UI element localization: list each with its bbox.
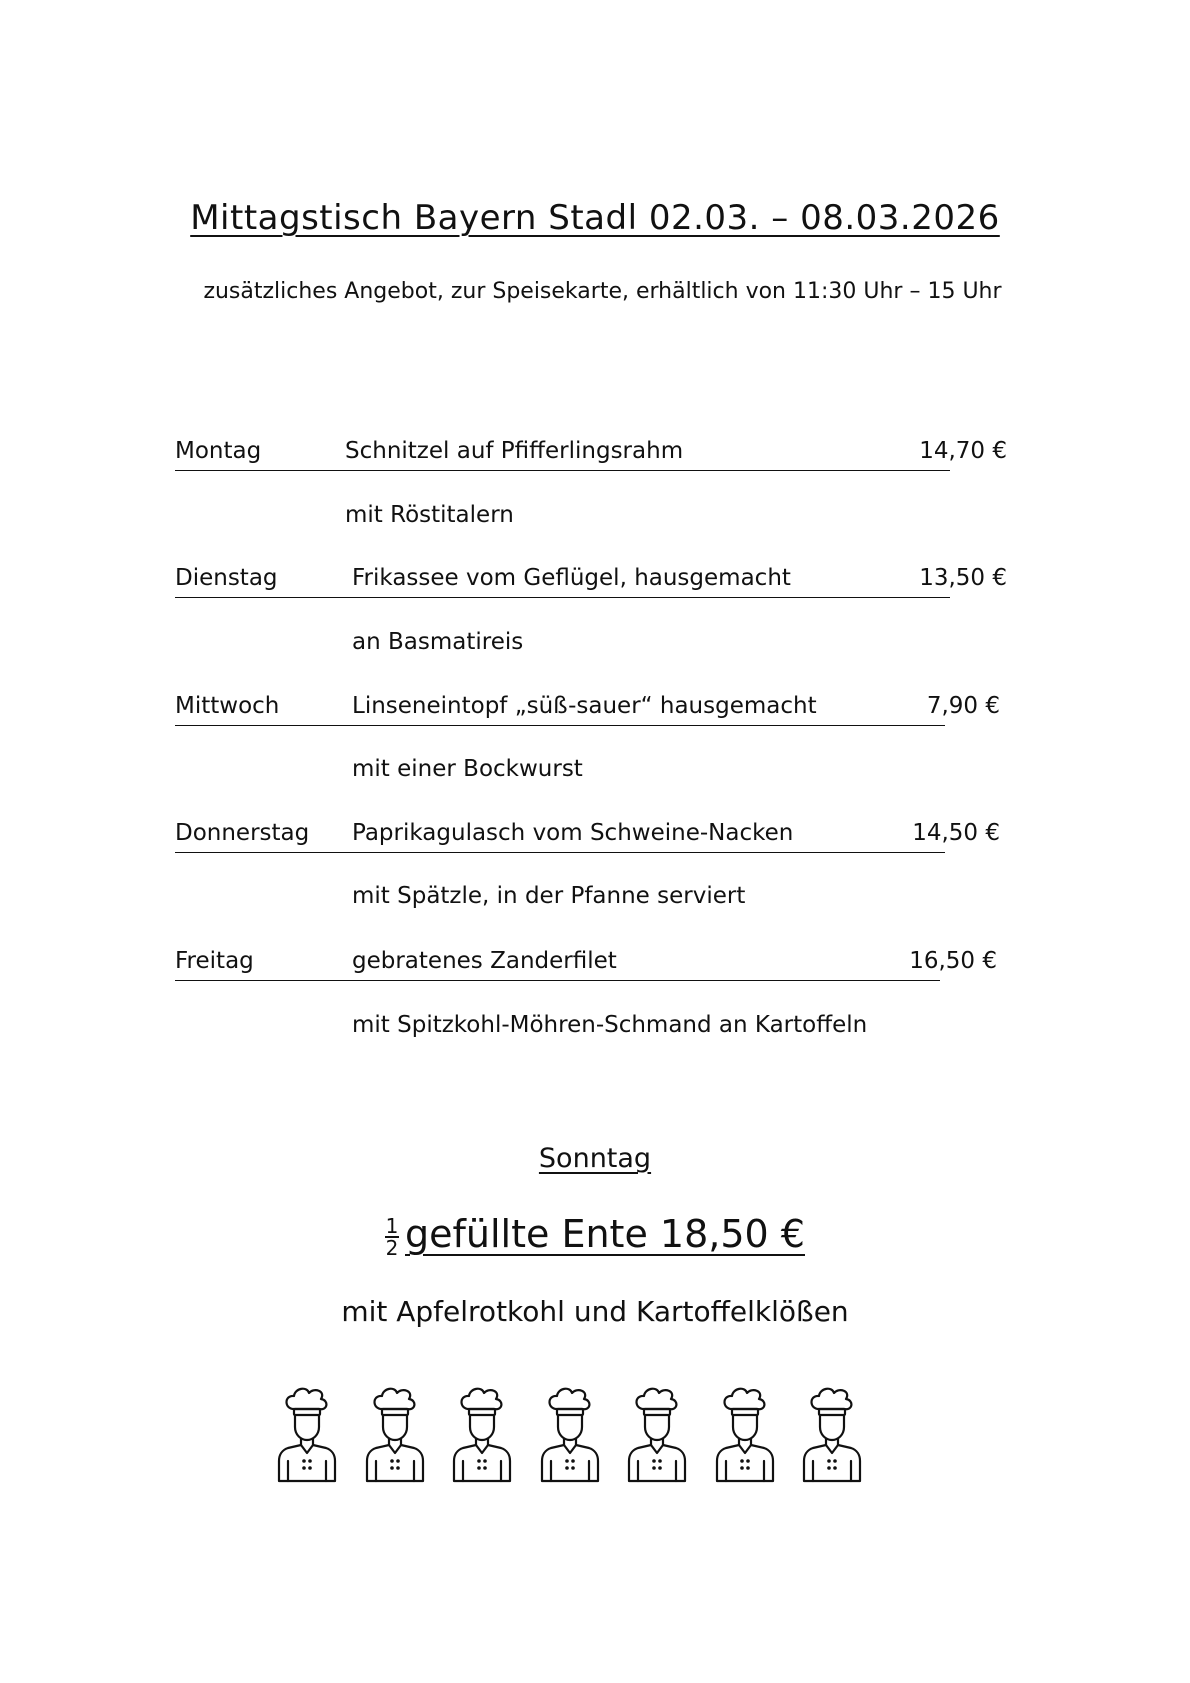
- side-dish: mit Spätzle, in der Pfanne serviert: [352, 883, 746, 909]
- underline: [175, 597, 950, 598]
- side-dish: mit einer Bockwurst: [352, 756, 583, 782]
- chef-icon: [537, 1385, 603, 1485]
- underline: [175, 725, 945, 726]
- side-dish: mit Spitzkohl-Möhren-Schmand an Kartoffeln: [352, 1012, 868, 1038]
- day-label: Freitag: [175, 948, 254, 974]
- menu-row-dienstag: [0, 565, 1190, 605]
- dish-price: 14,50 €: [912, 820, 1000, 846]
- menu-row-mittwoch: [0, 693, 1190, 733]
- sunday-dish-underline: [385, 1212, 805, 1260]
- underline: [175, 852, 945, 853]
- sunday-heading: [0, 1143, 1190, 1174]
- underline: [175, 470, 950, 471]
- chef-icon: [799, 1385, 865, 1485]
- dish-name: Paprikagulasch vom Schweine-Nacken: [352, 820, 794, 846]
- underline: [175, 980, 940, 981]
- chef-icon: [712, 1385, 778, 1485]
- dish-price: 16,50 €: [909, 948, 997, 974]
- day-label: Mittwoch: [175, 693, 280, 719]
- page-title: [0, 198, 1190, 238]
- chef-icon-row: [0, 1385, 1190, 1495]
- half-fraction: [385, 1213, 399, 1260]
- day-label: Donnerstag: [175, 820, 310, 846]
- menu-row-montag: [0, 438, 1190, 478]
- chef-icon: [362, 1385, 428, 1485]
- subtitle: zusätzliches Angebot, zur Speisekarte, erhältlich von 11:30 Uhr – 15 Uhr: [203, 279, 1002, 304]
- sunday-side: mit Apfelrotkohl und Kartoffelklößen: [341, 1295, 849, 1328]
- sunday-dish: [0, 1212, 1190, 1260]
- dish-price: 14,70 €: [919, 438, 1007, 464]
- day-label: Montag: [175, 438, 262, 464]
- dish-price: 7,90 €: [926, 693, 1000, 719]
- menu-row-donnerstag: [0, 820, 1190, 860]
- chef-icon: [274, 1385, 340, 1485]
- sunday-label: Sonntag: [538, 1143, 652, 1174]
- title-text: Mittagstisch Bayern Stadl 02.03. – 08.03.2026: [190, 198, 1000, 238]
- chef-icon: [624, 1385, 690, 1485]
- menu-row-freitag: [0, 948, 1190, 988]
- side-dish: mit Röstitalern: [345, 502, 514, 528]
- dish-name: Linseneintopf „süß-sauer“ hausgemacht: [352, 693, 817, 719]
- side-dish: an Basmatireis: [352, 629, 524, 655]
- day-label: Dienstag: [175, 565, 278, 591]
- chef-icon: [449, 1385, 515, 1485]
- fraction-denominator: 2: [385, 1235, 399, 1260]
- dish-name: Schnitzel auf Pfifferlingsrahm: [345, 438, 684, 464]
- dish-name: gebratenes Zanderfilet: [352, 948, 617, 974]
- dish-price: 13,50 €: [919, 565, 1007, 591]
- sunday-dish-text: gefüllte Ente 18,50 €: [405, 1212, 805, 1256]
- dish-name: Frikassee vom Geflügel, hausgemacht: [352, 565, 791, 591]
- fraction-numerator: 1: [385, 1213, 399, 1238]
